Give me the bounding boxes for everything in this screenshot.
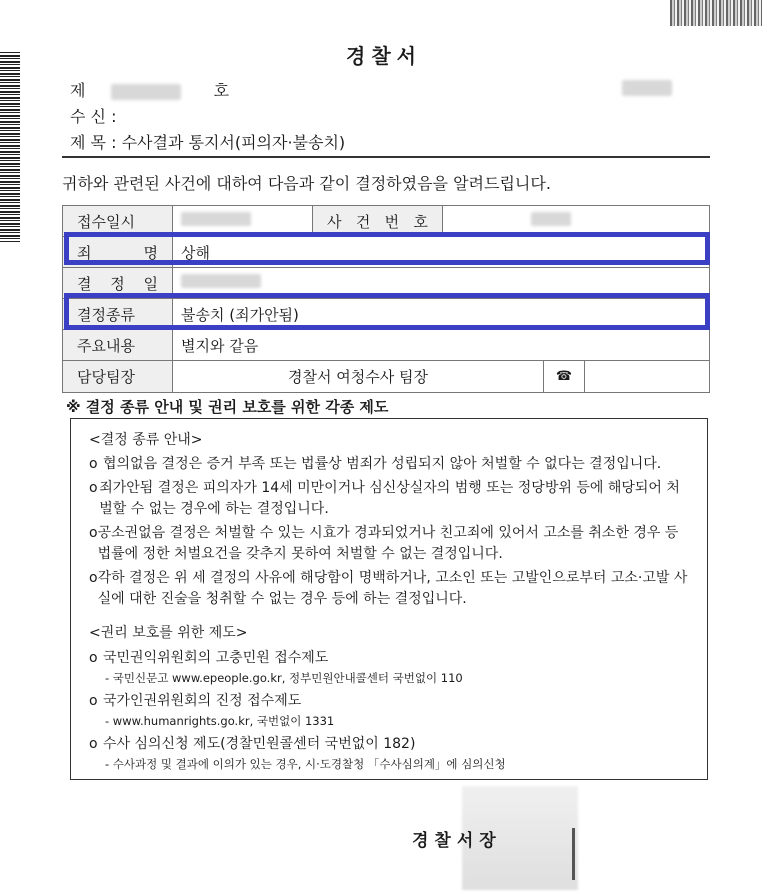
redacted-date: [622, 80, 672, 96]
guide-box: [70, 418, 708, 780]
decision-text: 죄가안됨 결정은 피의자가 14세 미만이거나 심신상실자의 범행 또는 정당방위 등에 해당되어 처벌할 수 없는 경우에 하는 결정입니다.: [99, 480, 680, 517]
decision-text: 협의없음 결정은 증거 부족 또는 법률상 범죄가 성립되지 않아 처벌할 수 없다는 결정입니다.: [103, 456, 662, 472]
seal-edge: [572, 828, 575, 880]
officer-label: 담당팀장: [63, 361, 173, 393]
receipt-date-label: 접수일시: [63, 206, 173, 237]
decision-item: [89, 454, 691, 475]
decision-item: [89, 478, 691, 520]
doc-title: 경찰서: [346, 44, 422, 68]
doc-number-suffix: 호: [213, 81, 230, 100]
bullet-icon: o: [89, 570, 98, 586]
decision-text: 각하 결정은 위 세 결정의 사유에 해당함이 명백하거나, 고소인 또는 고발인으로부터 고소·고발 사실에 대한 진술을 청취할 수 없는 경우 등에 하는 결정입니다.: [97, 570, 688, 607]
bullet-icon: o: [89, 693, 98, 709]
highlight-decision-type: [64, 293, 710, 330]
main-content-label: 주요내용: [63, 330, 173, 361]
decision-type-value: 불송치 (죄가안됨): [173, 299, 710, 330]
officer-value: 경찰서 여청수사 팀장: [288, 368, 428, 386]
rights-list: [89, 648, 691, 773]
side-barcode: [0, 52, 20, 242]
decision-type-label: 결정종류: [63, 299, 173, 330]
case-number-label: 사 건 번 호: [313, 206, 443, 237]
officer-cell: [173, 361, 710, 393]
redacted-number: [111, 84, 181, 100]
subject-label: 제 목 :: [70, 133, 117, 152]
rights-detail: - 국민신문고 www.epeople.go.kr, 정부민원안내콜센터 국번없이 110: [105, 671, 463, 685]
decision-item: [89, 568, 691, 610]
main-content-value: 별지와 같음: [173, 330, 710, 361]
doc-number-prefix: 제: [70, 81, 86, 100]
rights-item: [89, 734, 691, 773]
rights-item: [89, 691, 691, 730]
issuer-name: 경찰서장: [412, 831, 502, 851]
bullet-icon: o: [89, 456, 98, 472]
header-divider: [62, 156, 710, 158]
rights-detail: - 수사과정 및 결과에 이의가 있는 경우, 시·도경찰청 「수사심의계」에 심의신청: [105, 757, 506, 771]
charge-label: 죄 명: [63, 237, 173, 268]
guide-section-title: ※ 결정 종류 안내 및 권리 보호를 위한 각종 제도: [66, 398, 389, 416]
rights-title: 국민권익위원회의 고충민원 접수제도: [103, 650, 329, 666]
charge-value: 상해: [173, 237, 710, 268]
qr-code: [670, 0, 762, 26]
rights-item: [89, 648, 691, 687]
decision-date-label: 결 정 일: [63, 268, 173, 299]
recipient-label: 수 신 :: [70, 107, 117, 126]
rights-title: 국가인권위원회의 진정 접수제도: [103, 693, 302, 709]
subject-row: [70, 130, 345, 153]
decision-guide-heading: <결정 종류 안내>: [89, 432, 203, 448]
bullet-icon: o: [89, 525, 98, 541]
decision-list: [89, 454, 691, 610]
rights-guide-heading: <권리 보호를 위한 제도>: [89, 625, 248, 641]
bullet-icon: o: [89, 480, 98, 496]
rights-title: 수사 심의신청 제도(경찰민원콜센터 국번없이 182): [103, 736, 416, 752]
subject-value: 수사결과 통지서(피의자·불송치): [121, 133, 346, 152]
rights-detail: - www.humanrights.go.kr, 국번없이 1331: [105, 714, 335, 728]
bullet-icon: o: [89, 650, 98, 666]
decision-item: [89, 523, 691, 565]
doc-number-row: [70, 78, 229, 101]
decision-text: 공소권없음 결정은 처벌할 수 있는 시효가 경과되었거나 친고죄에 있어서 고소를 취소한 경우 등 법률에 정한 처벌요건을 갖추지 못하여 처벌할 수 없는 결정입니다.: [97, 525, 679, 562]
highlight-charge: [64, 232, 710, 265]
bullet-icon: o: [89, 736, 98, 752]
phone-icon: ☎: [543, 361, 585, 392]
intro-text: 귀하와 관련된 사건에 대하여 다음과 같이 결정하였음을 알려드립니다.: [62, 174, 551, 193]
